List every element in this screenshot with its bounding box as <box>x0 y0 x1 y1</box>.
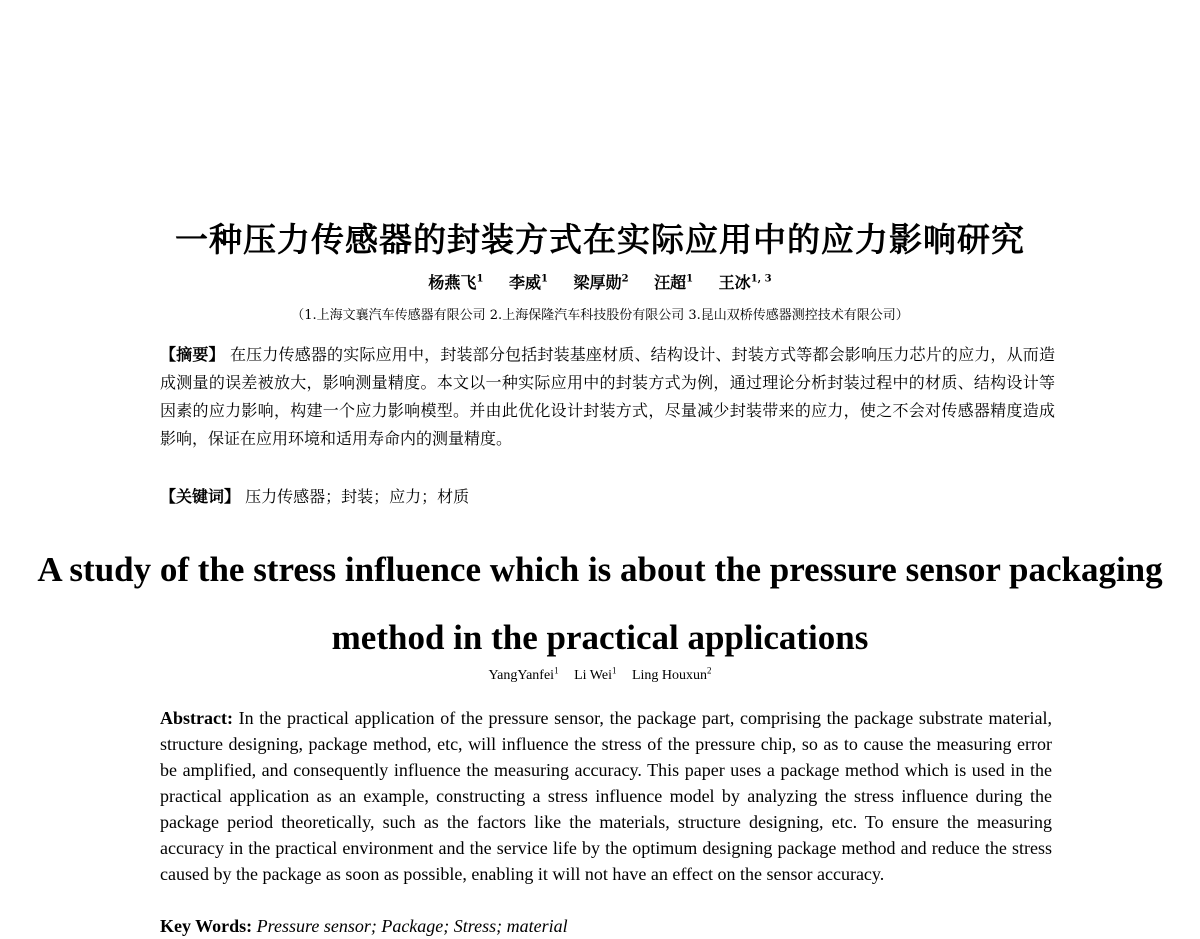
english-title: A study of the stress influence which is about the pressure sensor packaging method in the practical applications <box>37 550 1163 657</box>
en-keywords-label: Key Words: <box>160 916 253 936</box>
chinese-affiliations: （1.上海文襄汽车传感器有限公司 2.上海保隆汽车科技股份有限公司 3.昆山双桥传感器测控技术有限公司） <box>291 308 909 323</box>
en-abstract-label: Abstract: <box>160 708 233 728</box>
chinese-author-list <box>0 270 1200 293</box>
chinese-abstract <box>160 341 1055 453</box>
en-author-affil: 1 <box>611 665 617 675</box>
en-author-name: YangYanfei <box>488 667 555 683</box>
cn-author-affil: 1, 3 <box>750 273 772 285</box>
english-keywords <box>160 913 1052 939</box>
chinese-keywords <box>160 483 1055 511</box>
cn-author-affil: 1 <box>476 273 484 285</box>
cn-author-name: 汪超 <box>654 273 687 292</box>
en-author <box>488 665 559 683</box>
english-abstract <box>160 705 1052 887</box>
cn-author <box>428 273 483 292</box>
cn-author-name: 王冰 <box>718 273 751 292</box>
cn-author-affil: 1 <box>541 273 548 285</box>
cn-author-name: 梁厚勋 <box>573 273 622 292</box>
cn-keywords-text: 压力传感器；封装；应力；材质 <box>245 487 470 506</box>
en-author-name: Li Wei <box>574 667 612 683</box>
cn-author-affil: 2 <box>621 273 629 285</box>
english-author-list <box>0 665 1200 684</box>
cn-author <box>719 273 772 292</box>
cn-author <box>574 273 629 292</box>
en-author-affil: 2 <box>707 665 712 675</box>
en-author-name: Ling Houxun <box>631 667 708 683</box>
en-author <box>631 665 712 683</box>
cn-author-name: 杨燕飞 <box>428 273 477 292</box>
cn-author <box>654 273 693 292</box>
en-author <box>574 665 617 683</box>
cn-author-name: 李威 <box>508 273 541 292</box>
cn-author <box>509 273 548 292</box>
en-author-affil: 1 <box>554 665 559 675</box>
cn-keywords-label: 【关键词】 <box>160 487 241 506</box>
chinese-title: 一种压力传感器的封装方式在实际应用中的应力影响研究 <box>175 220 1025 259</box>
cn-abstract-text: 在压力传感器的实际应用中，封装部分包括封装基座材质、结构设计、封装方式等都会影响压力芯片的应力，从而造成测量的误差被放大，影响测量精度。本文以一种实际应用中的封装方式为例，通过理论分析封装过程中的材质、结构设计等因素的应力影响，构建一个应力影响模型。并由此优化设计封装方式，尽量减少封装带来的应力，使之不会对传感器精度造成影响，保证在应用环境和适用寿命内的测量精度。 <box>160 345 1055 448</box>
en-keywords-text: Pressure sensor; Package; Stress; material <box>256 916 568 936</box>
cn-author-affil: 1 <box>686 273 694 285</box>
en-abstract-text: In the practical application of the pressure sensor, the package part, comprising the package substrate material, structure designing, package method, etc, will influence the stress of the pressure chip, so as to cause the measuring error be amplified, and consequently influence the measuring accuracy. This paper uses a package method which is used in the practical application as an example, constructing a stress influence model by analyzing the stress influence during the package period theoretically, such as the factors like the materials, structure designing, etc. To ensure the measuring accuracy in the practical environment and the service life by the optimum designing package method and reduce the stress caused by the package as soon as possible, enabling it will not have an effect on the sensor accuracy. <box>160 708 1053 884</box>
cn-abstract-label: 【摘要】 <box>160 345 225 364</box>
